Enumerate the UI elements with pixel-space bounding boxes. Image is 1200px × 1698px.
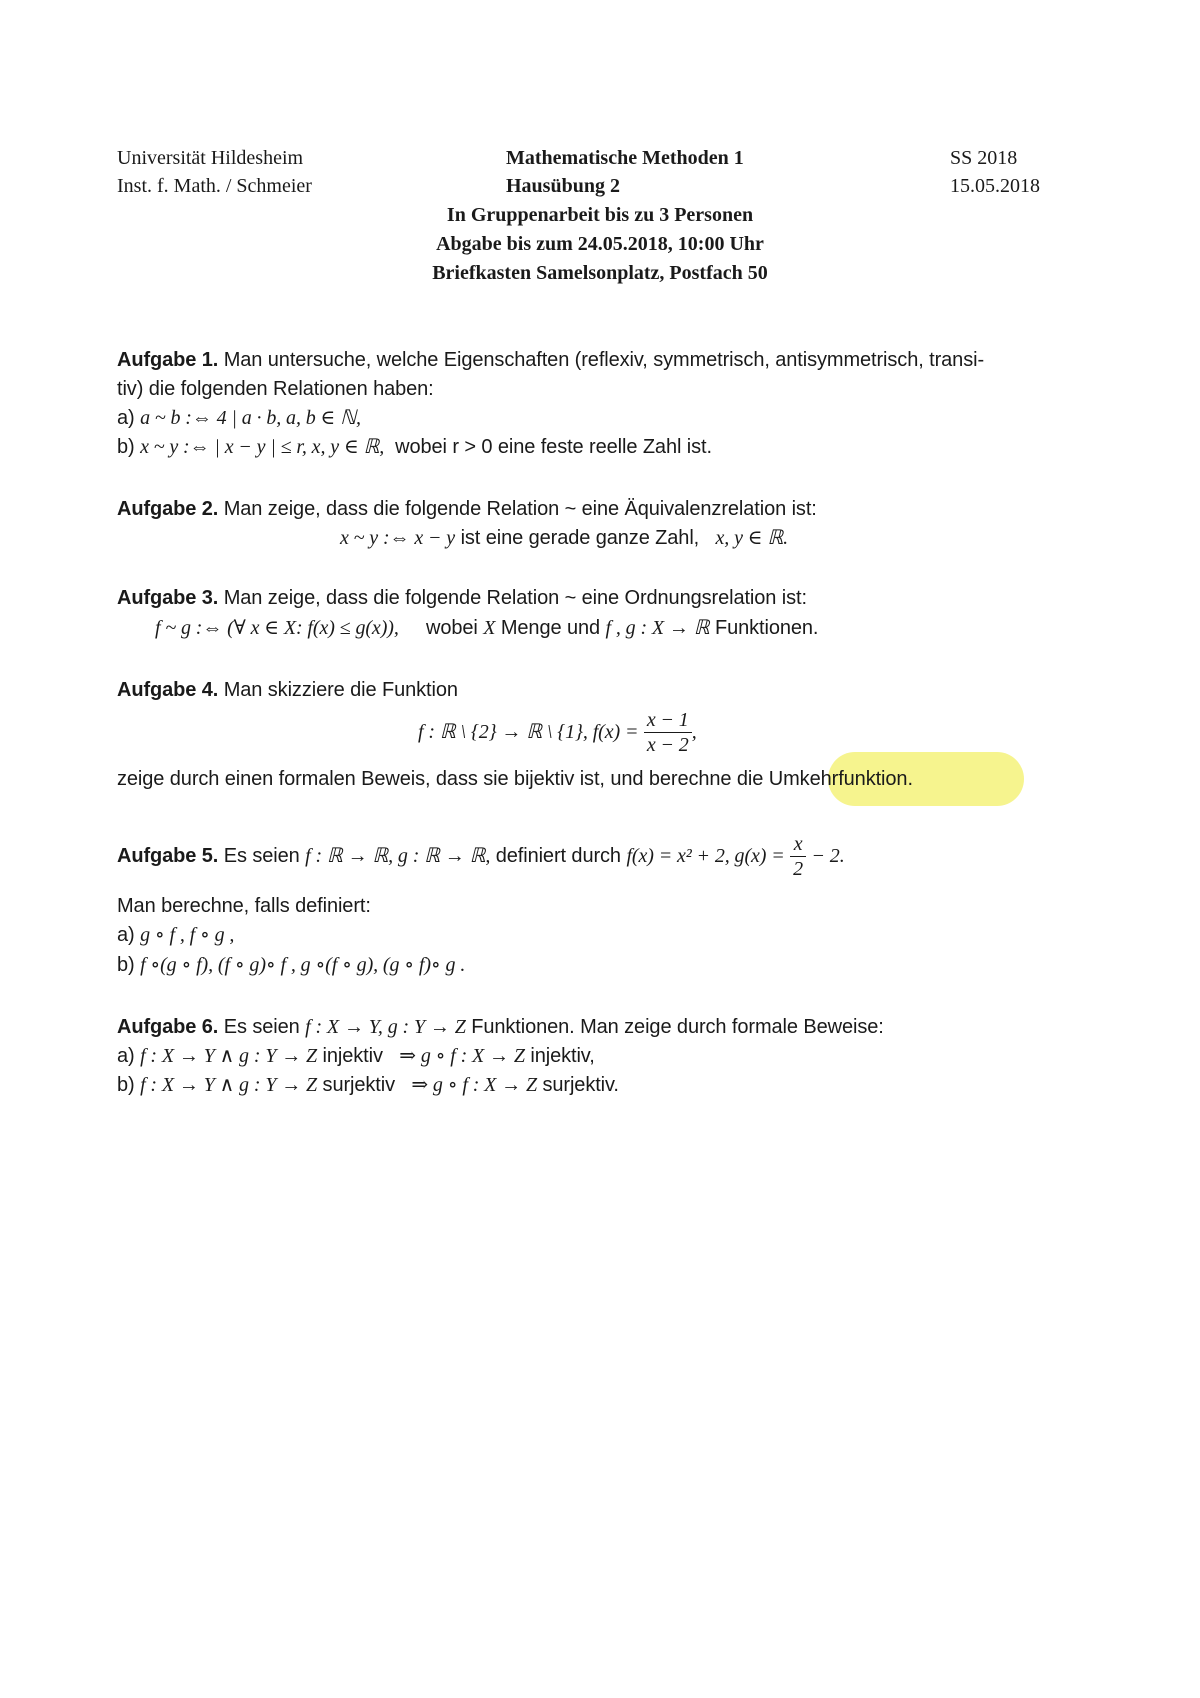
task-3-label: Aufgabe 3. xyxy=(117,587,219,609)
task-3-text3: Funktionen. xyxy=(714,617,819,639)
task-1-label: Aufgabe 1. xyxy=(117,349,219,371)
task-5-math2: f(x) = x² + 2, g(x) = xyxy=(626,845,785,867)
task-4-frac-num: x − 1 xyxy=(644,708,692,733)
task-2-formula xyxy=(340,524,788,552)
task-6-label: Aufgabe 6. xyxy=(117,1016,219,1038)
task-3-text2: Menge und xyxy=(500,617,601,639)
task-5-fraction xyxy=(790,832,806,881)
task-1-a-math: a ~ b :⇔ 4 | a · b, a, b ∈ ℕ, xyxy=(140,407,361,429)
task-6-b-text2: surjektiv. xyxy=(542,1074,619,1096)
task-3-intro xyxy=(117,584,807,612)
task-5-label: Aufgabe 5. xyxy=(117,845,219,867)
task-4-label: Aufgabe 4. xyxy=(117,679,219,701)
task-5-mid: definiert durch xyxy=(495,845,621,867)
task-1-intro xyxy=(117,346,984,374)
task-4-intro xyxy=(117,676,458,704)
task-3-intro-text: Man zeige, dass die folgende Relation ~ eine Ordnungsrelation ist: xyxy=(223,587,807,609)
task-3-math: f ~ g :⇔ (∀ x ∈ X: f(x) ≤ g(x)), xyxy=(155,617,399,639)
institute-name: Inst. f. Math. / Schmeier xyxy=(117,175,312,197)
task-4-highlighted-word: Umkehrfunktion. xyxy=(768,768,913,790)
task-4-outro-text: zeige durch einen formalen Beweis, dass sie bijektiv ist, und berechne die xyxy=(117,768,764,790)
task-6-intro-text: Es seien xyxy=(223,1016,300,1038)
task-4-frac-den: x − 2 xyxy=(646,734,689,757)
task-6-a-math2: ⇒ g ∘ f : X → Z xyxy=(399,1045,525,1067)
task-5-frac-den: 2 xyxy=(793,858,804,881)
task-1-b-prefix: b) xyxy=(117,436,135,458)
task-1-a-prefix: a) xyxy=(117,407,135,429)
task-2-math2: x, y ∈ ℝ. xyxy=(715,527,789,549)
task-6-part-a xyxy=(117,1042,595,1070)
university-name: Universität Hildesheim xyxy=(117,147,304,169)
task-4-fraction xyxy=(644,708,692,757)
task-6-math1: f : X → Y, g : Y → Z xyxy=(305,1016,466,1038)
task-4-func-tail: , xyxy=(691,721,697,743)
task-2-label: Aufgabe 2. xyxy=(117,498,219,520)
deadline: Abgabe bis zum 24.05.2018, 10:00 Uhr xyxy=(436,233,764,255)
task-6-intro xyxy=(117,1013,884,1041)
issue-date: 15.05.2018 xyxy=(950,175,1040,197)
task-6-a-prefix: a) xyxy=(117,1045,135,1067)
sheet-title: Hausübung 2 xyxy=(506,175,620,197)
task-6-a-text2: injektiv, xyxy=(530,1045,595,1067)
task-5-a-math: g ∘ f , f ∘ g , xyxy=(140,924,235,946)
task-4-intro-text: Man skizziere die Funktion xyxy=(223,679,458,701)
task-1-intro-line1: Man untersuche, welche Eigenschaften (reflexiv, symmetrisch, antisymmetrisch, transi- xyxy=(223,349,985,371)
task-5-intro-text: Es seien xyxy=(223,845,300,867)
task-6-b-math2: ⇒ g ∘ f : X → Z xyxy=(411,1074,537,1096)
task-1-b-math: x ~ y :⇔ | x − y | ≤ r, x, y ∈ ℝ, xyxy=(140,436,385,458)
task-5-b-math: f ∘(g ∘ f), (f ∘ g)∘ f , g ∘(f ∘ g), (g ∘ f)∘ g . xyxy=(140,954,466,976)
task-6-b-math1: f : X → Y ∧ g : Y → Z xyxy=(140,1074,318,1096)
semester: SS 2018 xyxy=(950,147,1018,169)
task-2-intro-text: Man zeige, dass die folgende Relation ~ eine Äquivalenzrelation ist: xyxy=(223,498,817,520)
task-1-part-a xyxy=(117,404,361,432)
task-6-intro-tail: Funktionen. Man zeige durch formale Beweise: xyxy=(471,1016,884,1038)
task-3-math2: X xyxy=(483,617,496,639)
task-3-formula xyxy=(155,614,818,642)
task-5-math3: − 2. xyxy=(811,845,845,867)
task-5-math1: f : ℝ → ℝ, g : ℝ → ℝ, xyxy=(305,845,491,867)
course-title: Mathematische Methoden 1 xyxy=(506,147,744,169)
task-5-part-a xyxy=(117,921,234,949)
group-note: In Gruppenarbeit bis zu 3 Personen xyxy=(446,204,754,226)
task-4-formula xyxy=(418,708,697,757)
task-3-text1: wobei xyxy=(426,617,478,639)
task-1-part-b xyxy=(117,433,712,461)
task-5-frac-num: x xyxy=(790,832,806,857)
task-2-text: ist eine gerade ganze Zahl, xyxy=(460,527,700,549)
task-5-a-prefix: a) xyxy=(117,924,135,946)
task-4-outro xyxy=(117,765,913,793)
task-2-intro xyxy=(117,495,817,523)
task-3-math3: f , g : X → ℝ xyxy=(605,617,710,639)
task-2-math1: x ~ y :⇔ x − y xyxy=(340,527,456,549)
task-1-b-tail: wobei r > 0 eine feste reelle Zahl ist. xyxy=(395,436,712,458)
task-5-line2: Man berechne, falls definiert: xyxy=(117,895,371,917)
task-1-intro-line2: tiv) die folgenden Relationen haben: xyxy=(117,378,434,400)
mailbox: Briefkasten Samelsonplatz, Postfach 50 xyxy=(432,262,768,284)
task-4-func-lhs: f : ℝ \ {2} → ℝ \ {1}, f(x) = xyxy=(418,721,639,743)
task-6-a-text1: injektiv xyxy=(322,1045,383,1067)
task-6-b-prefix: b) xyxy=(117,1074,135,1096)
task-6-a-math1: f : X → Y ∧ g : Y → Z xyxy=(140,1045,318,1067)
task-5-intro xyxy=(117,832,845,881)
task-6-part-b xyxy=(117,1071,619,1099)
task-6-b-text1: surjektiv xyxy=(322,1074,395,1096)
task-5-b-prefix: b) xyxy=(117,954,135,976)
task-5-part-b xyxy=(117,951,465,979)
